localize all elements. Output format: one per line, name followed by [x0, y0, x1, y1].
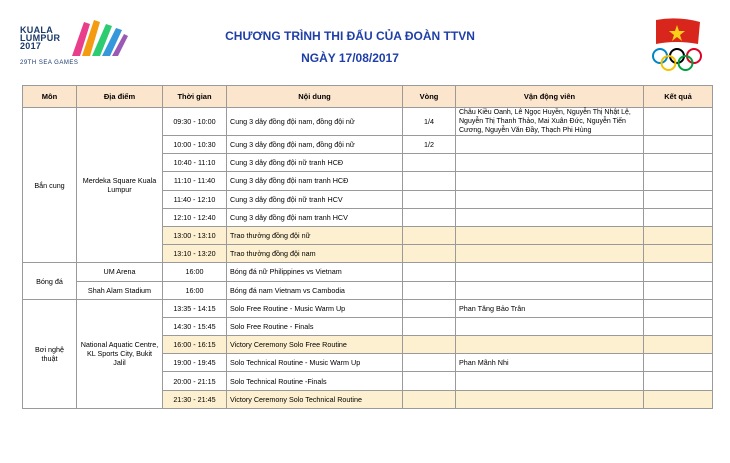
- title-block: [200, 28, 500, 66]
- result-cell: [644, 190, 713, 208]
- result-cell: [644, 172, 713, 190]
- result-cell: [644, 354, 713, 372]
- vietnam-olympic-logo-icon: [648, 18, 710, 74]
- athletes-cell: [456, 245, 644, 263]
- page-date: NGÀY 17/08/2017: [301, 51, 399, 65]
- sport-cell: Bơi nghệ thuật: [23, 299, 77, 408]
- col-header-content: Nội dung: [227, 86, 403, 108]
- table-row: [23, 281, 713, 299]
- time-cell: 14:30 - 15:45: [163, 317, 227, 335]
- athletes-cell: [456, 390, 644, 408]
- result-cell: [644, 281, 713, 299]
- time-cell: 16:00: [163, 263, 227, 281]
- content-cell: Solo Technical Routine - Music Warm Up: [227, 354, 403, 372]
- athletes-cell: [456, 154, 644, 172]
- result-cell: [644, 226, 713, 244]
- time-cell: 19:00 - 19:45: [163, 354, 227, 372]
- round-cell: [403, 390, 456, 408]
- time-cell: 12:10 - 12:40: [163, 208, 227, 226]
- round-cell: [403, 190, 456, 208]
- table-row: [23, 108, 713, 136]
- content-cell: Cung 3 dây đồng đội nữ tranh HCĐ: [227, 154, 403, 172]
- page-title: CHƯƠNG TRÌNH THI ĐẤU CỦA ĐOÀN TTVN: [225, 29, 475, 43]
- round-cell: [403, 336, 456, 354]
- round-cell: [403, 245, 456, 263]
- time-cell: 20:00 - 21:15: [163, 372, 227, 390]
- time-cell: 10:40 - 11:10: [163, 154, 227, 172]
- result-cell: [644, 208, 713, 226]
- content-cell: Solo Technical Routine -Finals: [227, 372, 403, 390]
- result-cell: [644, 154, 713, 172]
- content-cell: Cung 3 dây đồng đội nam tranh HCV: [227, 208, 403, 226]
- time-cell: 21:30 - 21:45: [163, 390, 227, 408]
- round-cell: [403, 226, 456, 244]
- athletes-cell: [456, 136, 644, 154]
- col-header-result: Kết quả: [644, 86, 713, 108]
- content-cell: Solo Free Routine - Finals: [227, 317, 403, 335]
- col-header-round: Vòng: [403, 86, 456, 108]
- time-cell: 16:00: [163, 281, 227, 299]
- round-cell: [403, 208, 456, 226]
- table-row: [23, 263, 713, 281]
- content-cell: Trao thưởng đồng đội nữ: [227, 226, 403, 244]
- sport-cell: Bóng đá: [23, 263, 77, 299]
- col-header-athletes: Vận động viên: [456, 86, 644, 108]
- result-cell: [644, 263, 713, 281]
- result-cell: [644, 136, 713, 154]
- sport-cell: Bắn cung: [23, 108, 77, 263]
- athletes-cell: [456, 208, 644, 226]
- content-cell: Bóng đá nữ Philippines vs Vietnam: [227, 263, 403, 281]
- sea-games-logo-text: [20, 26, 60, 50]
- time-cell: 13:00 - 13:10: [163, 226, 227, 244]
- athletes-cell: [456, 190, 644, 208]
- time-cell: 13:10 - 13:20: [163, 245, 227, 263]
- round-cell: [403, 299, 456, 317]
- round-cell: 1/2: [403, 136, 456, 154]
- round-cell: [403, 172, 456, 190]
- result-cell: [644, 245, 713, 263]
- round-cell: [403, 281, 456, 299]
- athletes-cell: [456, 263, 644, 281]
- venue-cell: National Aquatic Centre, KL Sports City, Bukit Jalil: [77, 299, 163, 408]
- content-cell: Cung 3 dây đồng đội nam, đồng đội nữ: [227, 136, 403, 154]
- venue-cell: Shah Alam Stadium: [77, 281, 163, 299]
- venue-cell: UM Arena: [77, 263, 163, 281]
- round-cell: [403, 372, 456, 390]
- content-cell: Cung 3 dây đồng đội nữ tranh HCV: [227, 190, 403, 208]
- time-cell: 16:00 - 16:15: [163, 336, 227, 354]
- time-cell: 09:30 - 10:00: [163, 108, 227, 136]
- content-cell: Victory Ceremony Solo Free Routine: [227, 336, 403, 354]
- content-cell: Solo Free Routine - Music Warm Up: [227, 299, 403, 317]
- col-header-sport: Môn: [23, 86, 77, 108]
- round-cell: [403, 317, 456, 335]
- content-cell: Cung 3 dây đồng đội nam, đồng đội nữ: [227, 108, 403, 136]
- round-cell: [403, 263, 456, 281]
- content-cell: Cung 3 dây đồng đội nam tranh HCĐ: [227, 172, 403, 190]
- athletes-cell: Phan Mãnh Nhi: [456, 354, 644, 372]
- content-cell: Victory Ceremony Solo Technical Routine: [227, 390, 403, 408]
- athletes-cell: [456, 317, 644, 335]
- col-header-time: Thời gian: [163, 86, 227, 108]
- athletes-cell: [456, 226, 644, 244]
- logo-line1: KUALA: [20, 25, 53, 35]
- logo-line3: 2017: [20, 41, 42, 51]
- result-cell: [644, 390, 713, 408]
- athletes-cell: Phan Tăng Bảo Trân: [456, 299, 644, 317]
- athletes-cell: [456, 172, 644, 190]
- athletes-cell: [456, 281, 644, 299]
- round-cell: 1/4: [403, 108, 456, 136]
- schedule-table: [22, 85, 713, 409]
- time-cell: 13:35 - 14:15: [163, 299, 227, 317]
- venue-cell: Merdeka Square Kuala Lumpur: [77, 108, 163, 263]
- result-cell: [644, 317, 713, 335]
- athletes-cell: Châu Kiều Oanh, Lê Ngọc Huyền, Nguyễn Thị Nhật Lệ, Nguyễn Thị Thanh Thảo, Mai Xuân Đức, Nguyễn Tiến Cương, Nguyễn Văn Đầy, Thạch Phi Hùng: [456, 108, 644, 136]
- logo-subtitle: 29TH SEA GAMES: [20, 60, 79, 66]
- table-row: [23, 299, 713, 317]
- time-cell: 11:10 - 11:40: [163, 172, 227, 190]
- athletes-cell: [456, 336, 644, 354]
- table-header-row: [23, 86, 713, 108]
- result-cell: [644, 372, 713, 390]
- col-header-venue: Địa điểm: [77, 86, 163, 108]
- result-cell: [644, 336, 713, 354]
- time-cell: 11:40 - 12:10: [163, 190, 227, 208]
- time-cell: 10:00 - 10:30: [163, 136, 227, 154]
- sea-games-logo: [20, 18, 130, 68]
- athletes-cell: [456, 372, 644, 390]
- content-cell: Bóng đá nam Vietnam vs Cambodia: [227, 281, 403, 299]
- round-cell: [403, 154, 456, 172]
- sea-games-ribbon-icon: [70, 18, 130, 58]
- round-cell: [403, 354, 456, 372]
- result-cell: [644, 108, 713, 136]
- logo-line2: LUMPUR: [20, 33, 61, 43]
- content-cell: Trao thưởng đồng đội nam: [227, 245, 403, 263]
- result-cell: [644, 299, 713, 317]
